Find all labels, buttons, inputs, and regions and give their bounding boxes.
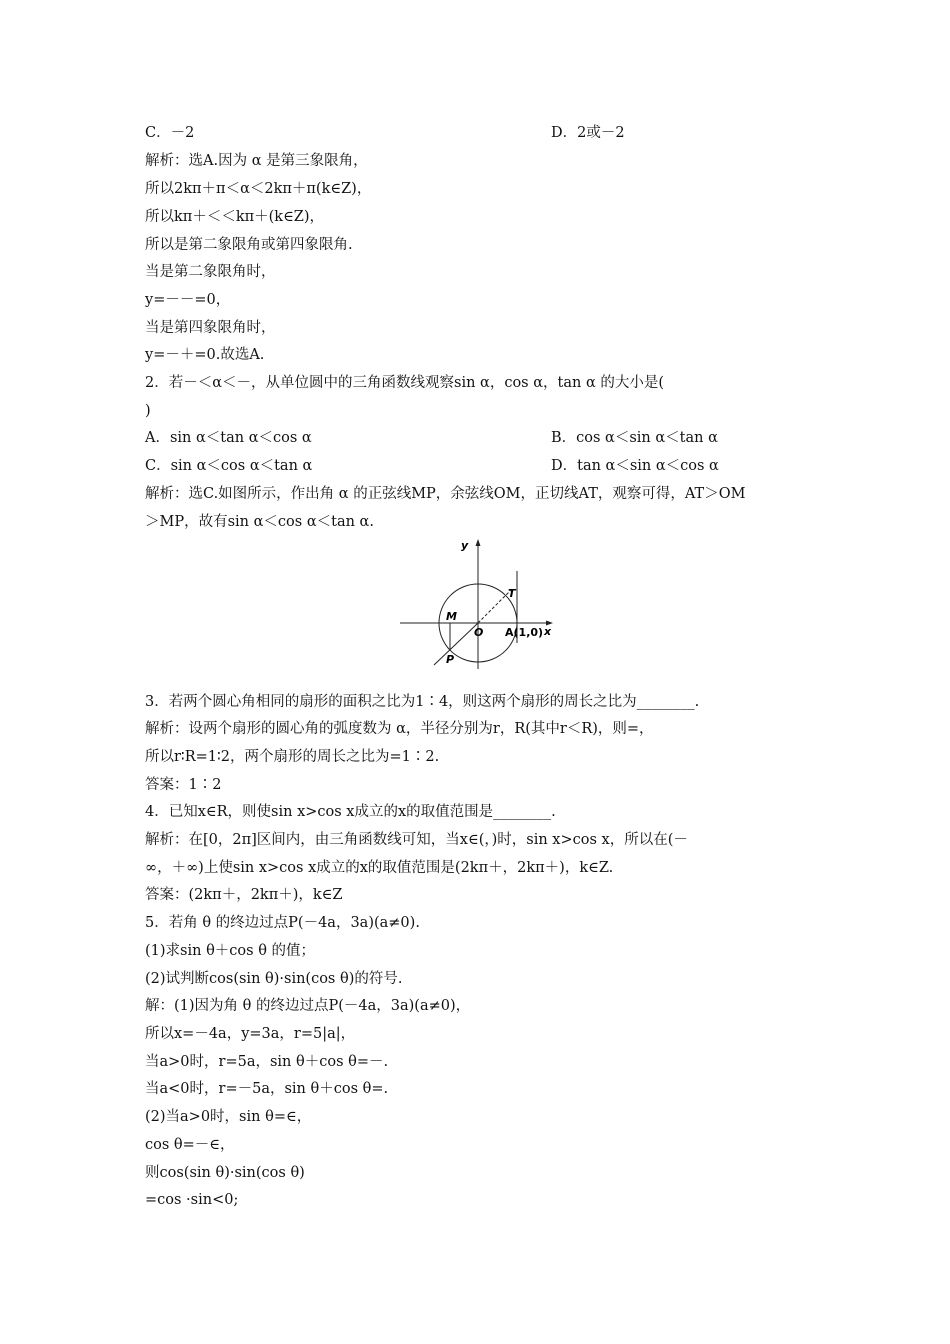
text-line: 3．若两个圆心角相同的扇形的面积之比为1∶4，则这两个扇形的周长之比为________.: [145, 694, 700, 710]
dashed-extension: [478, 589, 512, 623]
text-line: (1)求sin θ＋cos θ 的值；: [145, 943, 316, 959]
answer-option: B．cos α＜sin α＜tan α: [551, 430, 718, 446]
text-line: 当a>0时，r=5a，sin θ＋cos θ=－.: [145, 1054, 389, 1070]
text-line: 所以x=－4a，y=3a，r=5|a|，: [145, 1026, 356, 1042]
text-line: 所以2kπ＋π＜α＜2kπ＋π(k∈Z)，: [145, 181, 372, 197]
text-line: 4．已知x∈R，则使sin x>cos x成立的x的取值范围是________.: [145, 804, 556, 820]
answer-option: D．2或－2: [551, 125, 625, 141]
y-axis-arrow: [476, 539, 481, 546]
point-t-label: T: [508, 587, 516, 600]
text-line: ): [145, 403, 151, 419]
text-line: ＞MP，故有sin α＜cos α＜tan α.: [145, 514, 374, 530]
y-axis-label: y: [461, 539, 469, 552]
text-line: C．－2: [145, 125, 195, 141]
point-m-label: M: [446, 610, 457, 623]
text-line: 解析：选A.因为 α 是第三象限角，: [145, 153, 368, 169]
text-line: 所以r∶R=1∶2，两个扇形的周长之比为=1∶2.: [145, 749, 440, 765]
text-line: y=－＋=0.故选A.: [145, 347, 265, 363]
x-axis-label: x: [544, 625, 552, 638]
answer-option: D．tan α＜sin α＜cos α: [551, 458, 719, 474]
text-line: 5．若角 θ 的终边过点P(－4a，3a)(a≠0).: [145, 915, 420, 931]
text-line: 2．若－＜α＜－，从单位圆中的三角函数线观察sin α，cos α，tan α 的大小是(: [145, 375, 665, 391]
text-line: 所以是第二象限角或第四象限角.: [145, 237, 353, 253]
origin-label: O: [474, 626, 484, 639]
text-line: cos θ=－∈，: [145, 1137, 235, 1153]
unit-circle-diagram: [398, 533, 558, 671]
text-line: y=－－=0，: [145, 292, 231, 308]
text-line: 解析：选C.如图所示，作出角 α 的正弦线MP，余弦线OM，正切线AT，观察可得，AT＞OM: [145, 486, 746, 502]
text-line: 解析：在[0，2π]区间内，由三角函数线可知，当x∈(，)时，sin x>cos x，所以在(－: [145, 832, 688, 848]
point-p-label: P: [446, 653, 455, 666]
text-line: (2)当a>0时，sin θ=∈，: [145, 1109, 312, 1125]
text-line: A．sin α＜tan α＜cos α: [145, 430, 312, 446]
text-line: =cos ·sin<0;: [145, 1192, 239, 1208]
text-line: 所以kπ＋＜＜kπ＋(k∈Z)，: [145, 209, 325, 225]
point-a-label: A(1,0): [505, 626, 544, 639]
text-line: 当是第四象限角时，: [145, 320, 276, 336]
text-line: 答案：1∶2: [145, 777, 222, 793]
text-line: C．sin α＜cos α＜tan α: [145, 458, 313, 474]
text-line: 当是第二象限角时，: [145, 264, 276, 280]
text-line: ∞，＋∞)上使sin x>cos x成立的x的取值范围是(2kπ＋，2kπ＋)，k∈Z.: [145, 860, 614, 876]
terminal-side: [434, 623, 478, 665]
text-line: 则cos(sin θ)·sin(cos θ): [145, 1165, 305, 1181]
text-line: 解：(1)因为角 θ 的终边过点P(－4a，3a)(a≠0)，: [145, 998, 471, 1014]
text-line: (2)试判断cos(sin θ)·sin(cos θ)的符号.: [145, 971, 403, 987]
text-line: 解析：设两个扇形的圆心角的弧度数为 α，半径分别为r，R(其中r＜R)，则=，: [145, 721, 654, 737]
unit-circle-figure: [398, 533, 558, 671]
text-line: 当a<0时，r=－5a，sin θ＋cos θ=.: [145, 1081, 389, 1097]
text-line: 答案：(2kπ＋，2kπ＋)，k∈Z: [145, 887, 343, 903]
